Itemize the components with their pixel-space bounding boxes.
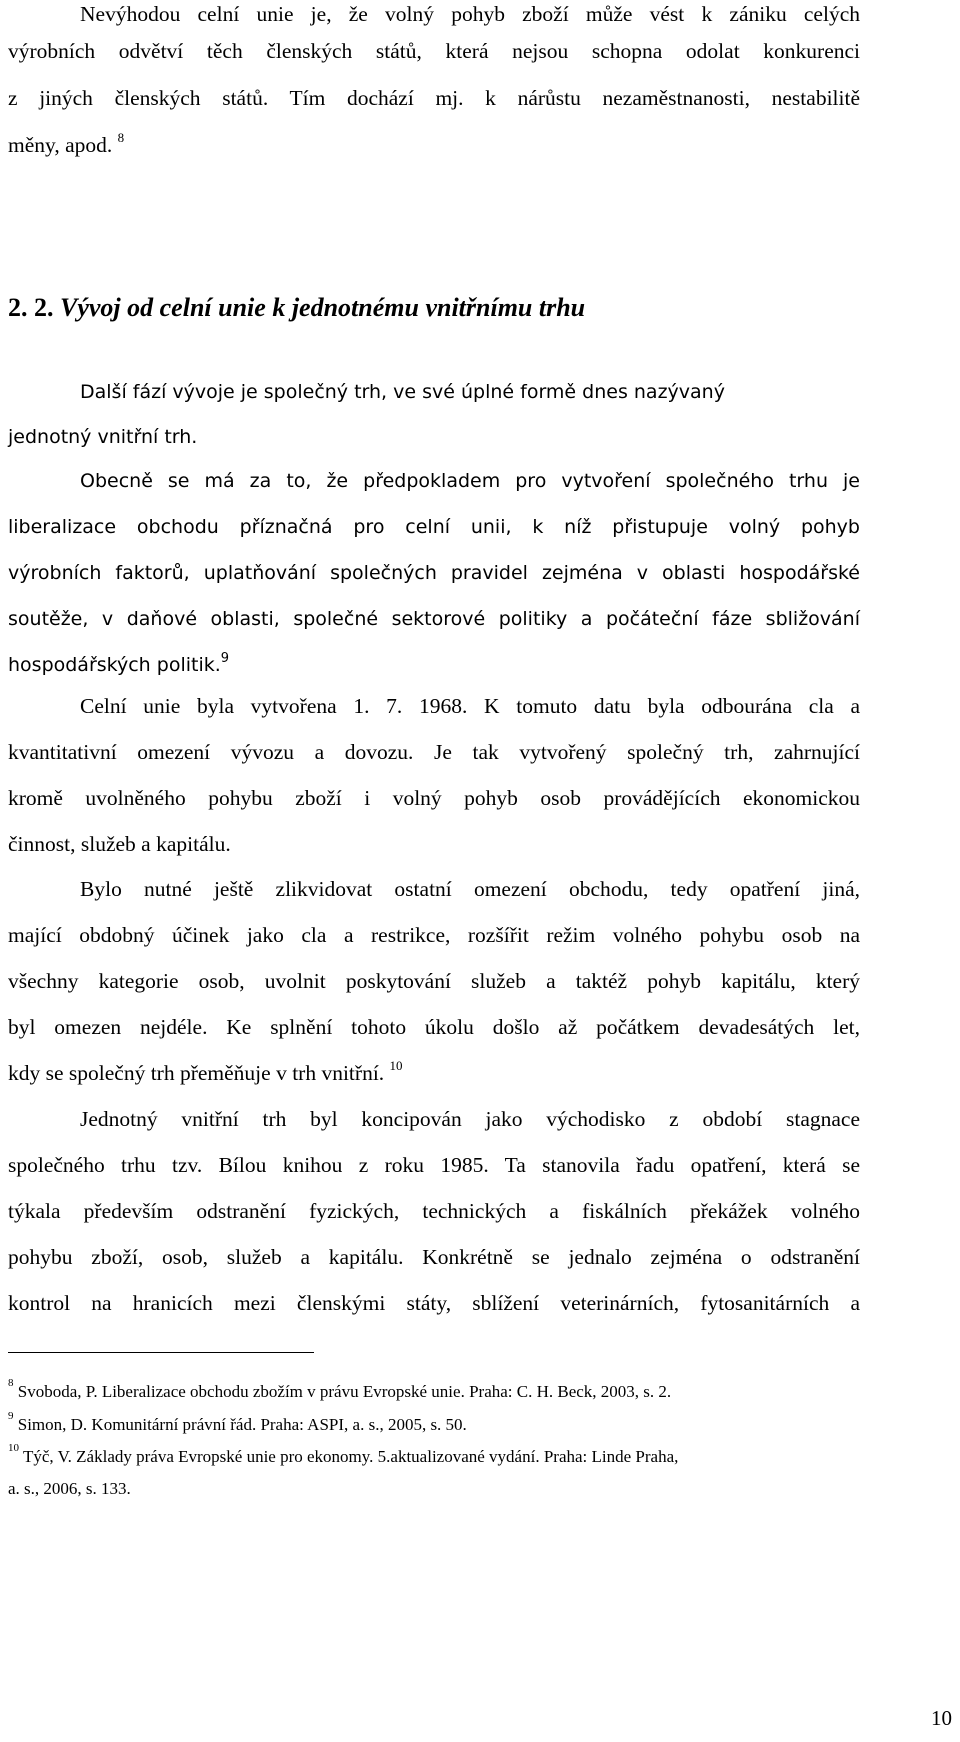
paragraph-line: Obecně se má za to, že předpokladem pro vytvoření společného trhu je (80, 470, 860, 492)
paragraph-line: byl omezen nejdéle. Ke splnění tohoto úkolu došlo až počátkem devadesátých let, (8, 1015, 860, 1039)
paragraph-line: z jiných členských států. Tím dochází mj. k nárůstu nezaměstnanosti, nestabilitě (8, 86, 860, 110)
paragraph-line: týkala především odstranění fyzických, technických a fiskálních překážek volného (8, 1199, 860, 1223)
footnote-separator (8, 1352, 314, 1353)
page-number: 10 (931, 1706, 952, 1730)
paragraph-line: výrobních odvětví těch členských států, která nejsou schopna odolat konkurenci (8, 39, 860, 63)
paragraph-line: soutěže, v daňové oblasti, společné sektorové politiky a počáteční fáze sbližování (8, 608, 860, 630)
paragraph-line: jednotný vnitřní trh. (8, 426, 198, 448)
paragraph-line: měny, apod. $^8$ (8, 129, 125, 157)
paragraph-line: Bylo nutné ještě zlikvidovat ostatní omezení obchodu, tedy opatření jiná, (80, 877, 860, 901)
paragraph-line: společného trhu tzv. Bílou knihou z roku 1985. Ta stanovila řadu opatření, která se (8, 1153, 860, 1177)
footnote: $^9$ Simon, D. Komunitární právní řád. Praha: ASPI, a. s., 2005, s. 50. (8, 1410, 467, 1434)
paragraph-line: kromě uvolněného pohybu zboží i volný pohyb osob provádějících ekonomickou (8, 786, 860, 810)
footnote-ref[interactable]: 9 (220, 650, 230, 666)
footnote: $^8$ Svoboda, P. Liberalizace obchodu zbožím v právu Evropské unie. Praha: C. H. Beck, 2003, s. 2. (8, 1377, 672, 1401)
paragraph-line: pohybu zboží, osob, služeb a kapitálu. Konkrétně se jednalo zejména o odstranění (8, 1245, 860, 1269)
section-heading: 2. 2. Vývoj od celní unie k jednotnému vnitřnímu trhu (8, 293, 586, 322)
paragraph-line: výrobních faktorů, uplatňování společných pravidel zejména v oblasti hospodářské (8, 562, 860, 584)
paragraph-line: liberalizace obchodu příznačná pro celní unii, k níž přistupuje volný pohyb (8, 516, 860, 538)
footnote-continuation: a. s., 2006, s. 133. (8, 1479, 131, 1498)
paragraph-line: všechny kategorie osob, uvolnit poskytování služeb a taktéž pohyb kapitálu, který (8, 969, 860, 993)
paragraph-line: činnost, služeb a kapitálu. (8, 832, 231, 856)
footnote: $^{10}$ Týč, V. Základy práva Evropské unie pro ekonomy. 5.aktualizované vydání. Praha: Linde Praha, (8, 1442, 679, 1466)
paragraph-line: hospodářských politik.$^9$ (8, 650, 230, 676)
paragraph-line: Nevýhodou celní unie je, že volný pohyb zboží může vést k zániku celých (80, 2, 860, 26)
paragraph-line: kdy se společný trh přeměňuje v trh vnitřní. $^{10}$ (8, 1057, 403, 1085)
paragraph-line: Celní unie byla vytvořena 1. 7. 1968. K tomuto datu byla odbourána cla a (80, 694, 860, 718)
paragraph-line: kvantitativní omezení vývozu a dovozu. Je tak vytvořený společný trh, zahrnující (8, 740, 860, 764)
paragraph-line: kontrol na hranicích mezi členskými státy, sblížení veterinárních, fytosanitárních a (8, 1291, 860, 1315)
paragraph-line: mající obdobný účinek jako cla a restrikce, rozšířit režim volného pohybu osob na (8, 923, 860, 947)
footnote-ref[interactable]: 10 (389, 1057, 403, 1073)
paragraph-line: Další fází vývoje je společný trh, ve své úplné formě dnes nazývaný (80, 381, 725, 403)
footnote-ref[interactable]: 8 (117, 129, 125, 145)
paragraph-line: Jednotný vnitřní trh byl koncipován jako východisko z období stagnace (80, 1107, 860, 1131)
